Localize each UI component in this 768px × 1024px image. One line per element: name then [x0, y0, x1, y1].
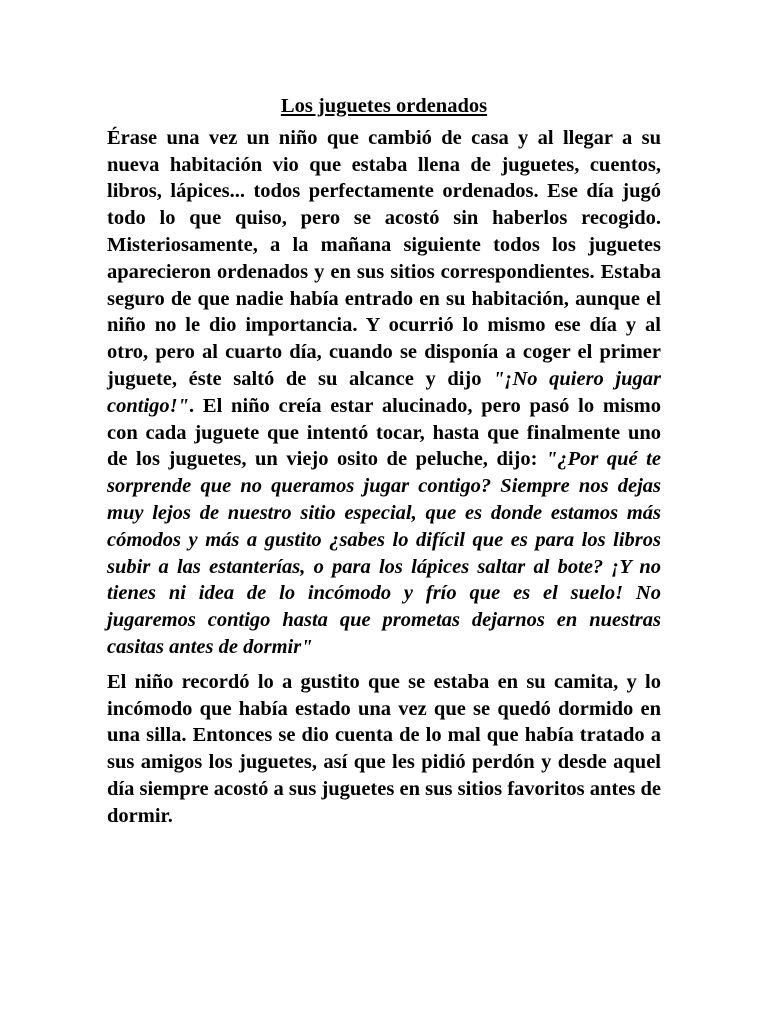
paragraph-1-text-part-2: . El niño creía estar alucinado, pero pasó lo mismo con cada juguete que intentó tocar, hasta que finalmente uno de los juguetes, un viejo osito de peluche, dijo: — [107, 394, 661, 471]
story-paragraph-2: El niño recordó lo a gustito que se estaba en su camita, y lo incómodo que había estado una vez que se quedó dormido en una silla. Entonces se dio cuenta de lo mal que había tratado a sus amigos los juguetes, así que les pidió perdón y desde aquel día siempre acostó a sus juguetes en sus sitios favoritos antes de dormir. — [107, 670, 661, 827]
document-page — [107, 93, 661, 830]
document-title: Los juguetes ordenados — [280, 95, 488, 117]
paragraph-1-text-part-1: Érase una vez un niño que cambió de casa y al llegar a su nueva habitación vio que estaba llena de juguetes, cuentos, libros, lápices... todos perfectamente ordenados. Ese día jugó todo lo que quiso, pero se acostó sin haberlos recogido. Misteriosamente, a la mañana siguiente todos los juguetes aparecieron ordenados y en sus sitios correspondientes. Estaba seguro de que nadie había entrado en su habitación, aunque el niño no le dio importancia. Y ocurrió lo mismo ese día y al otro, pero al cuarto día, cuando se disponía a coger el primer juguete, éste saltó de su alcance y dijo — [107, 126, 661, 390]
story-paragraph-1 — [107, 125, 661, 661]
quote-osito-de-peluche: "¿Por qué te sorprende que no queramos jugar contigo? Siempre nos dejas muy lejos de nuestro sitio especial, que es donde estamos más cómodos y más a gustito ¿sabes lo difícil que es para los libros subir a las estanterías, o para los lápices saltar al bote? ¡Y no tienes ni idea de lo incómodo y frío que es el suelo! No jugaremos contigo hasta que prometas dejarnos en nuestras casitas antes de dormir" — [107, 448, 661, 658]
quote-no-quiero-jugar: "¡No quiero jugar contigo!" — [107, 367, 661, 417]
